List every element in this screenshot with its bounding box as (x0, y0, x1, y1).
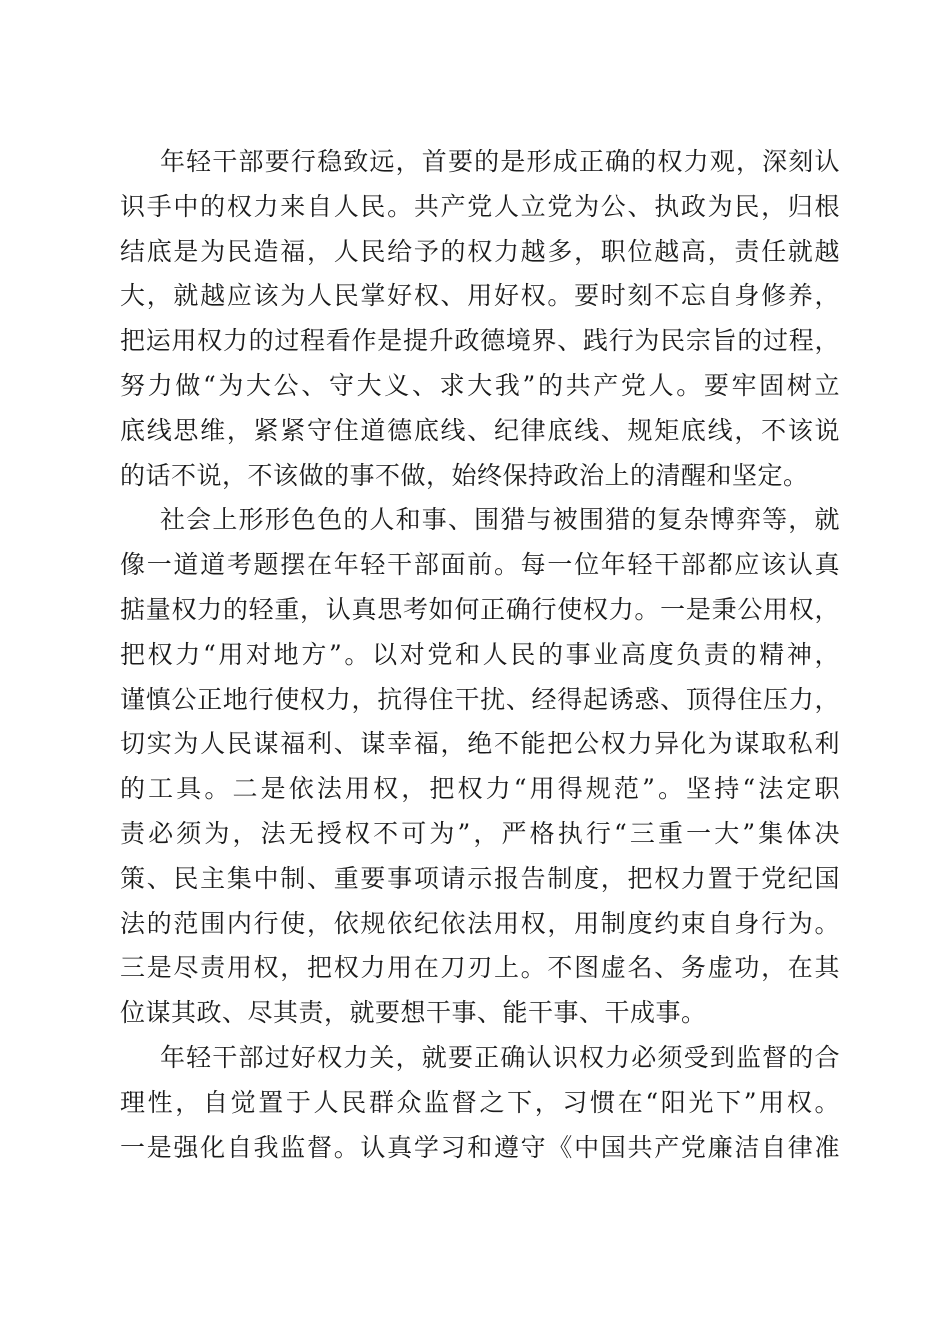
text-line: 大，就越应该为人民掌好权、用好权。要时刻不忘自身修养， (120, 281, 840, 311)
text-line: 策、民主集中制、重要事项请示报告制度，把权力置于党纪国 (120, 863, 840, 893)
text-line: 像一道道考题摆在年轻干部面前。每一位年轻干部都应该认真 (120, 550, 840, 580)
paragraph-power-concept (120, 140, 840, 498)
text-line: 底线思维，紧紧守住道德底线、纪律底线、规矩底线，不该说 (120, 415, 840, 445)
text-line: 把运用权力的过程看作是提升政德境界、践行为民宗旨的过程， (120, 326, 840, 356)
text-line: 掂量权力的轻重，认真思考如何正确行使权力。一是秉公用权， (120, 594, 840, 624)
paragraph-use-of-power (120, 498, 840, 1036)
text-line: 一是强化自我监督。认真学习和遵守《中国共产党廉洁自律准 (120, 1132, 840, 1162)
text-line: 识手中的权力来自人民。共产党人立党为公、执政为民，归根 (120, 191, 840, 221)
text-line: 把权力“用对地方”。以对党和人民的事业高度负责的精神， (120, 639, 840, 669)
text-line: 的话不说，不该做的事不做，始终保持政治上的清醒和坚定。 (120, 460, 809, 490)
text-line: 社会上形形色色的人和事、围猎与被围猎的复杂博弈等，就 (160, 505, 840, 535)
text-line: 法的范围内行使，依规依纪依法用权，用制度约束自身行为。 (120, 908, 840, 938)
paragraph-supervision (120, 1036, 840, 1170)
text-line: 的工具。二是依法用权，把权力“用得规范”。坚持“法定职 (120, 774, 840, 804)
document-body (120, 140, 840, 1170)
text-line: 理性，自觉置于人民群众监督之下，习惯在“阳光下”用权。 (120, 1087, 840, 1117)
text-line: 切实为人民谋福利、谋幸福，绝不能把公权力异化为谋取私利 (120, 729, 840, 759)
text-line: 位谋其政、尽其责，就要想干事、能干事、干成事。 (120, 998, 707, 1028)
text-line: 谨慎公正地行使权力，抗得住干扰、经得起诱惑、顶得住压力， (120, 684, 840, 714)
text-line: 三是尽责用权，把权力用在刀刃上。不图虚名、务虚功，在其 (120, 953, 840, 983)
text-line: 年轻干部要行稳致远，首要的是形成正确的权力观，深刻认 (160, 147, 840, 176)
text-line: 努力做“为大公、守大义、求大我”的共产党人。要牢固树立 (120, 370, 840, 400)
text-line: 结底是为民造福，人民给予的权力越多，职位越高，责任就越 (120, 236, 840, 266)
text-line: 年轻干部过好权力关，就要正确认识权力必须受到监督的合 (160, 1042, 840, 1072)
text-line: 责必须为，法无授权不可为”，严格执行“三重一大”集体决 (120, 818, 840, 848)
